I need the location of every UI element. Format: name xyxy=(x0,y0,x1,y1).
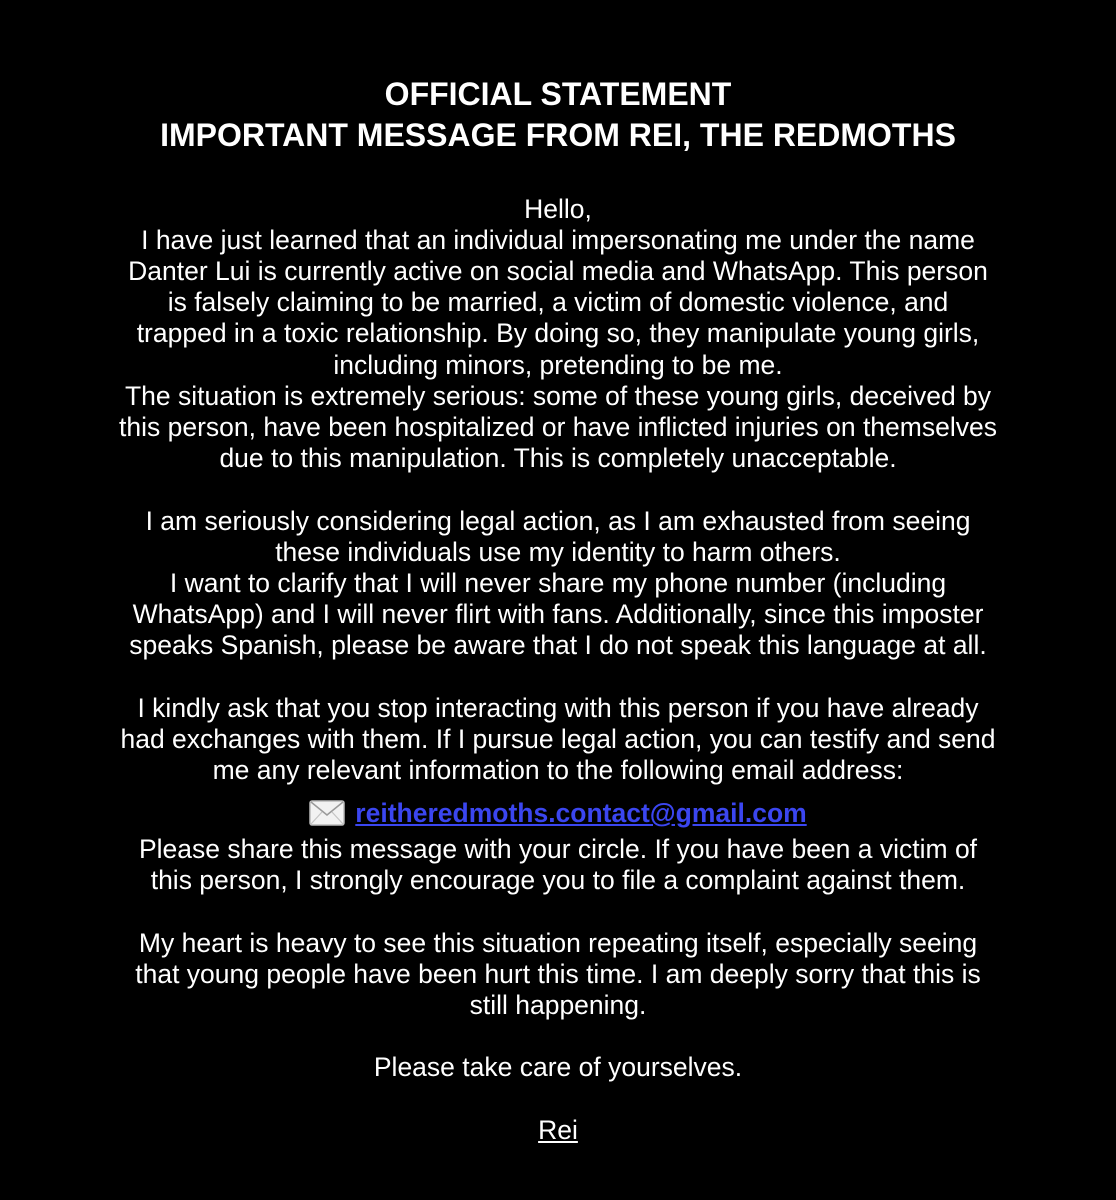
greeting-line: Hello, xyxy=(524,194,592,224)
paragraph-1-line: trapped in a toxic relationship. By doing so, they manipulate young girls, xyxy=(136,318,980,348)
paragraph-4-line: this person, I strongly encourage you to file a complaint against them. xyxy=(150,865,966,895)
signature-link[interactable]: Rei xyxy=(538,1115,578,1145)
paragraph-2-line: I am seriously considering legal action, as I am exhausted from seeing xyxy=(145,506,971,536)
paragraph-2-line: speaks Spanish, please be aware that I do not speak this language at all. xyxy=(129,630,987,660)
closing-line: Please take care of yourselves. xyxy=(373,1052,743,1082)
statement-subtitle: IMPORTANT MESSAGE FROM REI, THE REDMOTHS xyxy=(160,117,956,153)
paragraph-2-line: these individuals use my identity to harm others. xyxy=(275,537,841,567)
paragraph-1-line: Danter Lui is currently active on social media and WhatsApp. This person xyxy=(128,256,988,286)
email-link[interactable]: reitheredmoths.contact@gmail.com xyxy=(355,798,807,828)
paragraph-1-line: The situation is extremely serious: some of these young girls, deceived by xyxy=(124,381,992,411)
paragraph-5-line: still happening. xyxy=(469,990,647,1020)
paragraph-1-line: is falsely claiming to be married, a victim of domestic violence, and xyxy=(167,287,949,317)
paragraph-2-line: I want to clarify that I will never share my phone number (including xyxy=(169,568,947,598)
paragraph-3-line: I kindly ask that you stop interacting with this person if you have already xyxy=(137,693,979,723)
signature-row xyxy=(0,1115,1116,1146)
email-row xyxy=(0,796,1116,834)
paragraph-1-line: including minors, pretending to be me. xyxy=(333,350,783,380)
paragraph-5-line: My heart is heavy to see this situation repeating itself, especially seeing xyxy=(138,928,978,958)
paragraph-3-line: me any relevant information to the following email address: xyxy=(212,755,904,785)
envelope-icon xyxy=(309,800,345,834)
paragraph-3-line: had exchanges with them. If I pursue legal action, you can testify and send xyxy=(120,724,996,754)
statement-title: OFFICIAL STATEMENT xyxy=(384,76,732,112)
paragraph-1-line: due to this manipulation. This is completely unacceptable. xyxy=(219,443,897,473)
paragraph-4-line: Please share this message with your circle. If you have been a victim of xyxy=(138,834,978,864)
paragraph-5-line: that young people have been hurt this time. I am deeply sorry that this is xyxy=(135,959,981,989)
paragraph-1-line: I have just learned that an individual impersonating me under the name xyxy=(141,225,975,255)
paragraph-1-line: this person, have been hospitalized or have inflicted injuries on themselves xyxy=(119,412,997,442)
paragraph-2-line: WhatsApp) and I will never flirt with fans. Additionally, since this imposter xyxy=(132,599,984,629)
